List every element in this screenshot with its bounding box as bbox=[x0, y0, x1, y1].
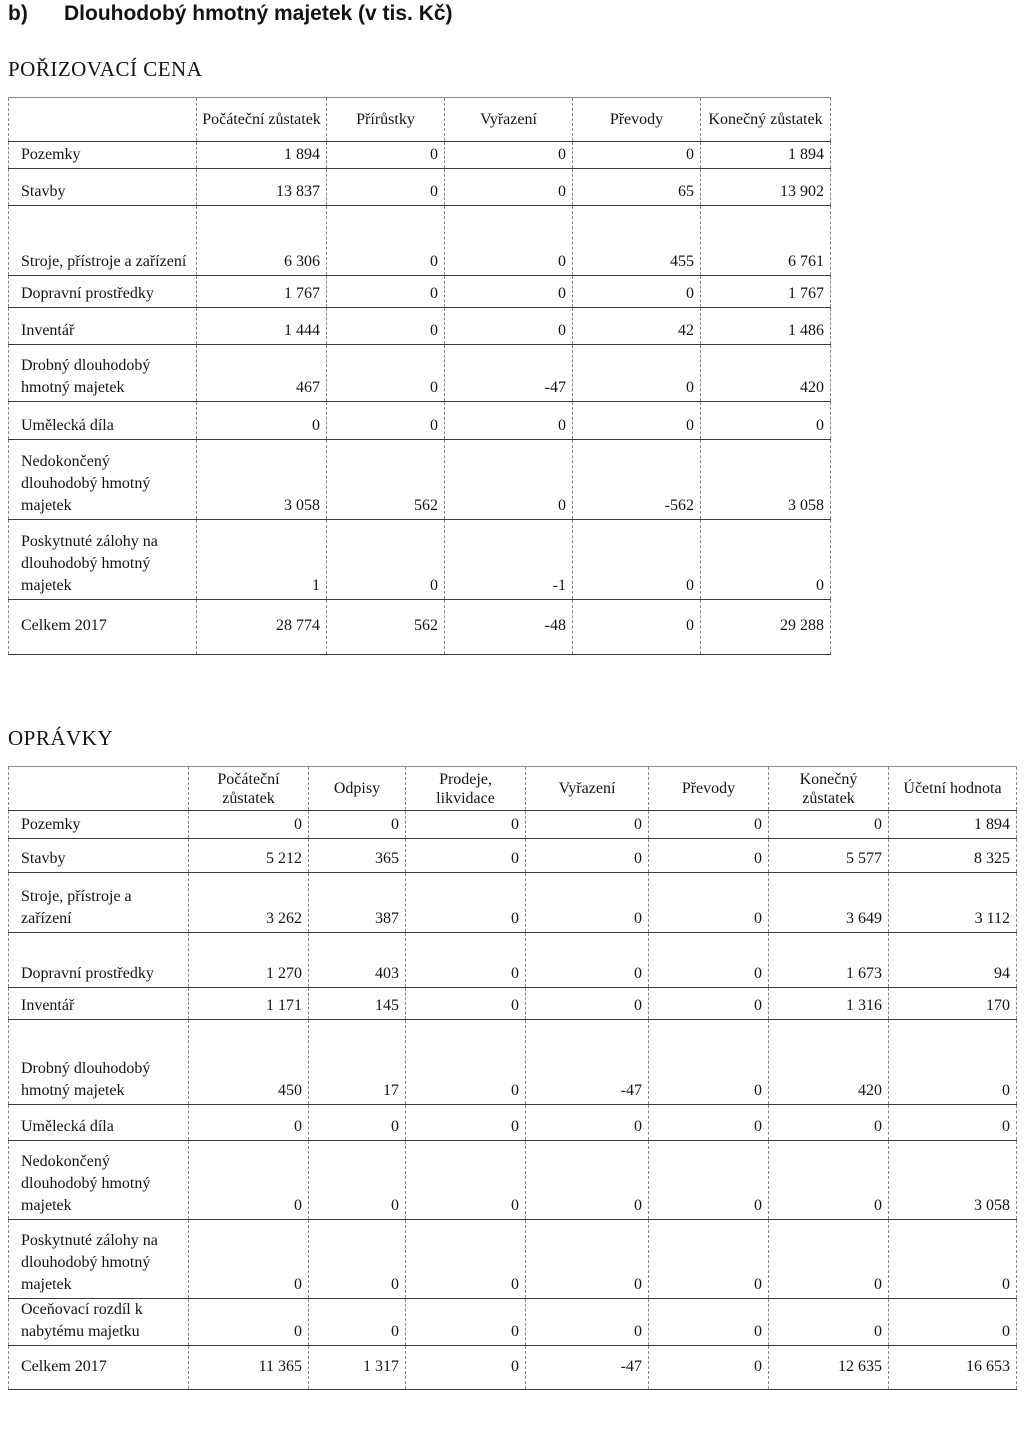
value-cell: 455 bbox=[573, 206, 701, 276]
column-header: Odpisy bbox=[309, 767, 406, 811]
value-cell: 170 bbox=[889, 988, 1017, 1020]
table-row bbox=[9, 1220, 1017, 1299]
value-cell: 0 bbox=[327, 345, 445, 402]
value-cell: 0 bbox=[649, 988, 769, 1020]
row-label: Pozemky bbox=[9, 811, 189, 839]
section-heading bbox=[8, 2, 453, 26]
row-label: Dopravní prostředky bbox=[9, 933, 189, 988]
value-cell: 0 bbox=[406, 1220, 526, 1299]
value-cell: 3 262 bbox=[189, 873, 309, 933]
row-label: Inventář bbox=[9, 988, 189, 1020]
row-label: Poskytnuté zálohy na dlouhodobý hmotný majetek bbox=[9, 520, 197, 600]
column-header: Vyřazení bbox=[526, 767, 649, 811]
table-row bbox=[9, 1299, 1017, 1346]
table-row bbox=[9, 276, 831, 308]
value-cell: 12 635 bbox=[769, 1346, 889, 1390]
depreciation-table bbox=[8, 766, 1017, 1390]
value-cell: 0 bbox=[406, 1299, 526, 1346]
column-header: Účetní hodnota bbox=[889, 767, 1017, 811]
value-cell: 28 774 bbox=[197, 600, 327, 655]
row-label: Stavby bbox=[9, 839, 189, 873]
value-cell: 8 325 bbox=[889, 839, 1017, 873]
table-row bbox=[9, 1105, 1017, 1141]
value-cell: 1 894 bbox=[197, 142, 327, 169]
value-cell: 1 894 bbox=[701, 142, 831, 169]
value-cell: 562 bbox=[327, 600, 445, 655]
value-cell: 0 bbox=[189, 1299, 309, 1346]
row-label: Drobný dlouhodobý hmotný majetek bbox=[9, 1020, 189, 1105]
table-row bbox=[9, 169, 831, 206]
table-row bbox=[9, 520, 831, 600]
acquisition-cost-title: POŘIZOVACÍ CENA bbox=[8, 57, 203, 81]
value-cell: 13 837 bbox=[197, 169, 327, 206]
value-cell: -48 bbox=[445, 600, 573, 655]
value-cell: 0 bbox=[526, 988, 649, 1020]
row-label: Stroje, přístroje a zařízení bbox=[9, 873, 189, 933]
value-cell: 16 653 bbox=[889, 1346, 1017, 1390]
value-cell: 403 bbox=[309, 933, 406, 988]
value-cell: 42 bbox=[573, 308, 701, 345]
table-row bbox=[9, 440, 831, 520]
value-cell: 1 767 bbox=[197, 276, 327, 308]
table-row bbox=[9, 402, 831, 440]
row-label: Stavby bbox=[9, 169, 197, 206]
table-row bbox=[9, 988, 1017, 1020]
column-header: Převody bbox=[573, 98, 701, 142]
value-cell: 0 bbox=[406, 839, 526, 873]
value-cell: 0 bbox=[769, 1220, 889, 1299]
value-cell: 0 bbox=[445, 276, 573, 308]
value-cell: 0 bbox=[649, 1299, 769, 1346]
value-cell: 0 bbox=[445, 206, 573, 276]
value-cell: 0 bbox=[197, 402, 327, 440]
value-cell: 0 bbox=[327, 276, 445, 308]
value-cell: 420 bbox=[701, 345, 831, 402]
value-cell: 420 bbox=[769, 1020, 889, 1105]
value-cell: 0 bbox=[889, 1020, 1017, 1105]
value-cell: 0 bbox=[189, 1141, 309, 1220]
value-cell: 0 bbox=[526, 933, 649, 988]
value-cell: 0 bbox=[649, 1020, 769, 1105]
value-cell: 0 bbox=[769, 1105, 889, 1141]
table-row bbox=[9, 142, 831, 169]
value-cell: 0 bbox=[889, 1105, 1017, 1141]
value-cell: 0 bbox=[769, 1299, 889, 1346]
value-cell: 0 bbox=[649, 873, 769, 933]
value-cell: 0 bbox=[526, 873, 649, 933]
value-cell: 365 bbox=[309, 839, 406, 873]
value-cell: 145 bbox=[309, 988, 406, 1020]
value-cell: 0 bbox=[445, 402, 573, 440]
value-cell: 3 649 bbox=[769, 873, 889, 933]
column-header: Přírůstky bbox=[327, 98, 445, 142]
value-cell: 29 288 bbox=[701, 600, 831, 655]
value-cell: 3 058 bbox=[197, 440, 327, 520]
value-cell: 0 bbox=[309, 1141, 406, 1220]
column-header: Počáteční zůstatek bbox=[197, 98, 327, 142]
value-cell: 0 bbox=[526, 1299, 649, 1346]
row-label: Dopravní prostředky bbox=[9, 276, 197, 308]
value-cell: 0 bbox=[526, 811, 649, 839]
section-heading-text: Dlouhodobý hmotný majetek (v tis. Kč) bbox=[64, 2, 453, 25]
row-label: Umělecká díla bbox=[9, 402, 197, 440]
value-cell: 0 bbox=[327, 402, 445, 440]
table-row bbox=[9, 206, 831, 276]
value-cell: 450 bbox=[189, 1020, 309, 1105]
row-label: Drobný dlouhodobý hmotný majetek bbox=[9, 345, 197, 402]
total-row bbox=[9, 1346, 1017, 1390]
value-cell: 5 577 bbox=[769, 839, 889, 873]
value-cell: 5 212 bbox=[189, 839, 309, 873]
row-label: Celkem 2017 bbox=[9, 600, 197, 655]
value-cell: 1 171 bbox=[189, 988, 309, 1020]
value-cell: 6 306 bbox=[197, 206, 327, 276]
value-cell: 0 bbox=[309, 811, 406, 839]
value-cell: 0 bbox=[406, 1346, 526, 1390]
value-cell: 0 bbox=[406, 1105, 526, 1141]
value-cell: 0 bbox=[406, 933, 526, 988]
depreciation-title: OPRÁVKY bbox=[8, 726, 114, 750]
value-cell: 0 bbox=[573, 402, 701, 440]
value-cell: 94 bbox=[889, 933, 1017, 988]
column-header: Konečný zůstatek bbox=[701, 98, 831, 142]
value-cell: 0 bbox=[445, 142, 573, 169]
value-cell: 0 bbox=[769, 811, 889, 839]
value-cell: 1 bbox=[197, 520, 327, 600]
value-cell: 0 bbox=[406, 873, 526, 933]
corner-header bbox=[9, 767, 189, 811]
value-cell: 0 bbox=[406, 1020, 526, 1105]
table-row bbox=[9, 345, 831, 402]
value-cell: 3 058 bbox=[701, 440, 831, 520]
value-cell: 1 767 bbox=[701, 276, 831, 308]
value-cell: 6 761 bbox=[701, 206, 831, 276]
value-cell: 65 bbox=[573, 169, 701, 206]
value-cell: 0 bbox=[189, 811, 309, 839]
value-cell: 0 bbox=[309, 1105, 406, 1141]
table-row bbox=[9, 933, 1017, 988]
row-label: Oceňovací rozdíl k nabytému majetku bbox=[9, 1299, 189, 1346]
value-cell: 1 486 bbox=[701, 308, 831, 345]
value-cell: 0 bbox=[701, 402, 831, 440]
value-cell: -1 bbox=[445, 520, 573, 600]
value-cell: 0 bbox=[769, 1141, 889, 1220]
value-cell: 0 bbox=[526, 839, 649, 873]
row-label: Celkem 2017 bbox=[9, 1346, 189, 1390]
value-cell: 0 bbox=[649, 1105, 769, 1141]
value-cell: -47 bbox=[526, 1346, 649, 1390]
value-cell: 0 bbox=[526, 1220, 649, 1299]
value-cell: 0 bbox=[445, 169, 573, 206]
value-cell: 0 bbox=[573, 142, 701, 169]
value-cell: 0 bbox=[649, 1141, 769, 1220]
total-row bbox=[9, 600, 831, 655]
value-cell: 0 bbox=[327, 206, 445, 276]
value-cell: 3 058 bbox=[889, 1141, 1017, 1220]
value-cell: 0 bbox=[649, 1346, 769, 1390]
value-cell: 0 bbox=[573, 276, 701, 308]
value-cell: 17 bbox=[309, 1020, 406, 1105]
value-cell: 0 bbox=[327, 142, 445, 169]
value-cell: 0 bbox=[406, 988, 526, 1020]
value-cell: 0 bbox=[573, 520, 701, 600]
column-header: Prodeje, likvidace bbox=[406, 767, 526, 811]
value-cell: 0 bbox=[309, 1299, 406, 1346]
value-cell: 1 894 bbox=[889, 811, 1017, 839]
value-cell: 0 bbox=[327, 308, 445, 345]
value-cell: 0 bbox=[406, 811, 526, 839]
value-cell: -47 bbox=[445, 345, 573, 402]
value-cell: 1 316 bbox=[769, 988, 889, 1020]
header-row bbox=[9, 98, 831, 142]
corner-header bbox=[9, 98, 197, 142]
row-label: Stroje, přístroje a zařízení bbox=[9, 206, 197, 276]
table-row bbox=[9, 839, 1017, 873]
value-cell: 0 bbox=[526, 1141, 649, 1220]
value-cell: 0 bbox=[309, 1220, 406, 1299]
row-label: Inventář bbox=[9, 308, 197, 345]
column-header: Konečný zůstatek bbox=[769, 767, 889, 811]
table-row bbox=[9, 811, 1017, 839]
value-cell: -47 bbox=[526, 1020, 649, 1105]
table-row bbox=[9, 1141, 1017, 1220]
value-cell: -562 bbox=[573, 440, 701, 520]
table-row bbox=[9, 308, 831, 345]
row-label: Poskytnuté zálohy na dlouhodobý hmotný majetek bbox=[9, 1220, 189, 1299]
value-cell: 1 444 bbox=[197, 308, 327, 345]
value-cell: 0 bbox=[327, 169, 445, 206]
value-cell: 1 270 bbox=[189, 933, 309, 988]
value-cell: 387 bbox=[309, 873, 406, 933]
column-header: Počáteční zůstatek bbox=[189, 767, 309, 811]
table-row bbox=[9, 1020, 1017, 1105]
header-row bbox=[9, 767, 1017, 811]
row-label: Nedokončený dlouhodobý hmotný majetek bbox=[9, 440, 197, 520]
value-cell: 0 bbox=[445, 440, 573, 520]
value-cell: 0 bbox=[189, 1220, 309, 1299]
value-cell: 467 bbox=[197, 345, 327, 402]
value-cell: 0 bbox=[649, 1220, 769, 1299]
value-cell: 0 bbox=[445, 308, 573, 345]
column-header: Vyřazení bbox=[445, 98, 573, 142]
value-cell: 0 bbox=[889, 1220, 1017, 1299]
value-cell: 1 317 bbox=[309, 1346, 406, 1390]
value-cell: 11 365 bbox=[189, 1346, 309, 1390]
value-cell: 3 112 bbox=[889, 873, 1017, 933]
value-cell: 0 bbox=[649, 811, 769, 839]
column-header: Převody bbox=[649, 767, 769, 811]
value-cell: 0 bbox=[406, 1141, 526, 1220]
row-label: Nedokončený dlouhodobý hmotný majetek bbox=[9, 1141, 189, 1220]
table-row bbox=[9, 873, 1017, 933]
value-cell: 0 bbox=[701, 520, 831, 600]
value-cell: 0 bbox=[573, 345, 701, 402]
value-cell: 0 bbox=[573, 600, 701, 655]
value-cell: 0 bbox=[327, 520, 445, 600]
value-cell: 0 bbox=[649, 933, 769, 988]
value-cell: 0 bbox=[649, 839, 769, 873]
value-cell: 13 902 bbox=[701, 169, 831, 206]
value-cell: 1 673 bbox=[769, 933, 889, 988]
value-cell: 0 bbox=[189, 1105, 309, 1141]
row-label: Umělecká díla bbox=[9, 1105, 189, 1141]
acquisition-cost-table bbox=[8, 97, 831, 655]
value-cell: 0 bbox=[526, 1105, 649, 1141]
section-number: b) bbox=[8, 2, 28, 25]
row-label: Pozemky bbox=[9, 142, 197, 169]
value-cell: 562 bbox=[327, 440, 445, 520]
value-cell: 0 bbox=[889, 1299, 1017, 1346]
